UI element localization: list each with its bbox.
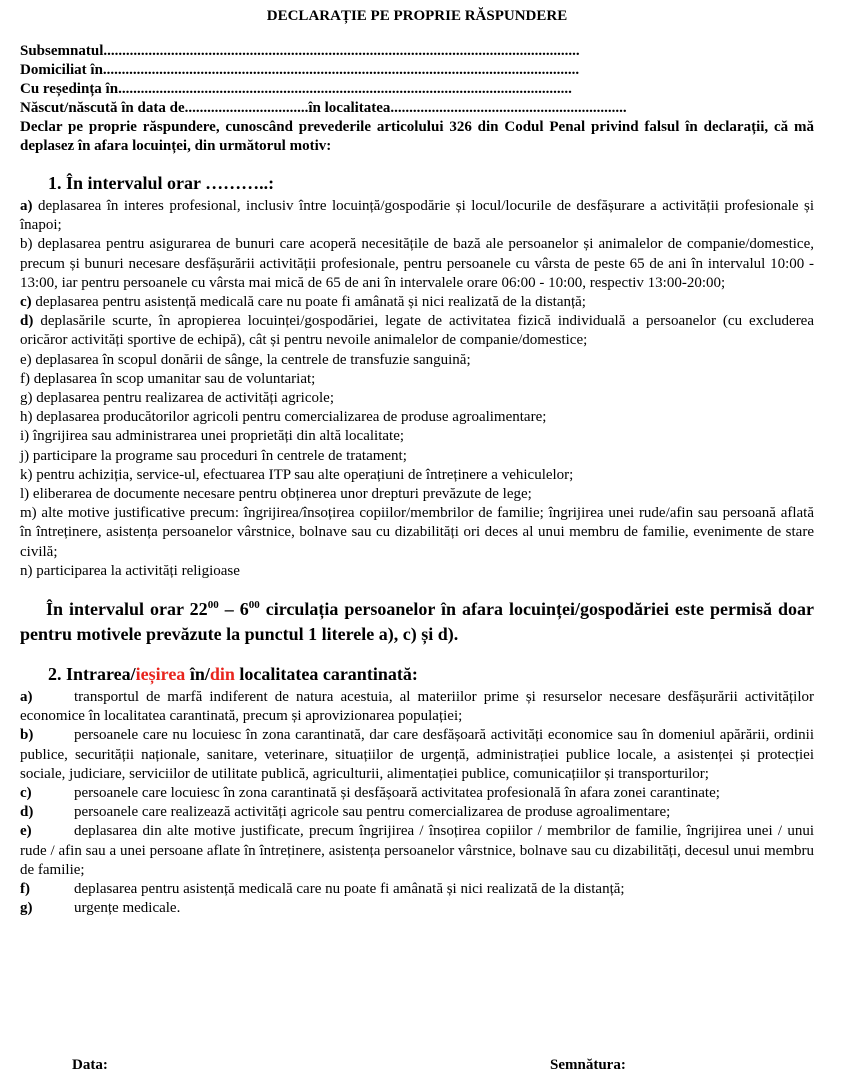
nascut-field[interactable]: Născut/născută în data de.................................în localitatea............................................................... [20,100,627,116]
item-letter: c) [20,785,32,802]
item-letter: e) [20,823,32,840]
item-text: b) deplasarea pentru asigurarea de bunuri care acoperă necesitățile de bază ale persoanelor și animalelor de companie/domestice, precum și bunuri necesare desfășurării activității profesionale, pentru persoanele cu vârsta de peste 65 de ani în intervalul 10:00 - 13:00, iar pentru persoanele cu vârsta mai mică de 65 de ani în intervalele orare 06:00 - 10:00, respectiv 13:00-20:00; [20,236,814,291]
list-item [20,408,814,427]
list-item [20,880,814,899]
signature-footer [72,1057,672,1074]
list-item [20,803,814,822]
item-letter: a) [20,689,33,706]
personal-fields [20,42,814,118]
curfew-note: În intervalul orar $22^{00} - 6^{00}$ circulația persoanelor în afara locuinței/gospodăriei este permisă doar pentru motivele prevăzute la punctul 1 literele a), c) și d). [20,599,815,645]
item-text: f) deplasarea în scop umanitar sau de voluntariat; [20,370,316,387]
item-text: g) deplasarea pentru realizarea de activități agricole; [20,390,334,407]
item-letter: d) [20,804,34,821]
list-item [20,312,814,350]
item-letter: f) [20,881,30,898]
item-letter: g) [20,900,33,917]
section-2-list [20,688,814,918]
list-item [20,466,814,485]
item-text: deplasarea pentru asistență medicală care nu poate fi amânată și nici realizată de la distanță; [74,881,625,898]
date-label: Data: [72,1057,108,1073]
list-item [20,504,814,562]
item-text: deplasarea în interes profesional, inclusiv între locuință/gospodărie și locul/locurile de desfășurare a activității profesionale și înapoi; [20,198,814,234]
item-text: persoanele care locuiesc în zona carantinată și desfășoară activitatea profesională în afara zonei carantinate; [74,785,720,802]
list-item [20,899,814,918]
list-item [20,485,814,504]
item-text: e) deplasarea în scopul donării de sânge, la centrele de transfuzie sanguină; [20,351,471,368]
item-letter: d) [20,313,34,330]
item-text: persoanele care realizează activități agricole sau pentru comercializarea de produse agroalimentare; [74,804,671,821]
list-item [20,427,814,446]
declaration-document [20,6,814,919]
domiciliat-field[interactable]: Domiciliat în............................................................................................................................... [20,62,580,78]
list-item [20,784,814,803]
item-letter: b) [20,727,34,744]
section-1-list [20,197,814,581]
item-text: l) eliberarea de documente necesare pentru obținerea unor drepturi prevăzute de lege; [20,486,532,503]
item-text: k) pentru achiziția, service-ul, efectuarea ITP sau alte operațiuni de întreținere a vehiculelor; [20,466,574,483]
item-text: deplasarea pentru asistență medicală care nu poate fi amânată și nici realizată de la distanță; [31,294,586,311]
subsemnatul-field[interactable]: Subsemnatul............................................................................................................................... [20,43,580,59]
list-item [20,351,814,370]
list-item [20,562,814,581]
item-text: h) deplasarea producătorilor agricoli pentru comercializarea de produse agroalimentare; [20,409,547,426]
item-letter: a) [20,198,33,214]
list-item [20,197,814,235]
list-item [20,370,814,389]
resedinta-field[interactable]: Cu reședința în......................................................................................................................... [20,81,572,97]
document-title: DECLARAȚIE PE PROPRIE RĂSPUNDERE [266,8,568,24]
item-text: deplasările scurte, în apropierea locuinței/gospodăriei, legate de activitatea fizică individuală a persoanelor (cu excluderea oricăror activități sportive de echipă), cât și pentru nevoile animalelor de companie/domestice; [20,313,814,349]
list-item [20,389,814,408]
item-letter: c) [20,294,32,311]
item-text: persoanele care nu locuiesc în zona carantinată, dar care desfășoară activități economice sau în domeniul apărării, ordinii publice, securității naționale, sanitare, veterinare, situațiilor de urgență, administrației publice locale, a asistenței și protecției sociale, judiciare, serviciilor de utilitate publică, agriculturii, alimentației publice, comunicațiilor și transporturilor; [20,727,814,782]
item-text: deplasarea din alte motive justificate, precum îngrijirea / însoțirea copiilor / membrilor de familie, îngrijirea unei / unui rude / afin sau a unei persoane aflate în întreținere, asistența persoanelor vârstnice, bolnave sau cu dizabilități, decesul unui membru de familie; [20,823,814,878]
list-item [20,688,814,726]
list-item [20,447,814,466]
item-text: m) alte motive justificative precum: îngrijirea/însoțirea copiilor/membrilor de familie; îngrijirea unei rude/afin sau persoană aflată în întreținere, asistența persoanelor vârstnice, bolnave sau cu dizabilități ori deces al unui membru de familie, evenimente de stare civilă; [20,505,814,560]
section-1-title: 1. În intervalul orar ………..: [48,173,275,193]
item-text: i) îngrijirea sau administrarea unei proprietăți din altă localitate; [20,428,405,445]
section-2-title: 2. Intrarea/ieșirea în/din localitatea carantinată: [48,664,418,685]
item-text: transportul de marfă indiferent de natura acestuia, al materiilor prime și resurselor necesare desfășurării activităților economice în localitatea carantinată, precum și aprovizionarea populației; [20,689,814,725]
item-text: urgențe medicale. [74,900,181,917]
item-text: j) participare la programe sau proceduri în centrele de tratament; [20,447,407,464]
item-text: n) participarea la activități religioase [20,562,240,579]
declaration-statement: Declar pe proprie răspundere, cunoscând prevederile articolului 326 din Codul Penal privind falsul în declarații, că mă deplasez în afara locuinței, din următorul motiv: [20,119,814,154]
list-item [20,726,814,784]
signature-label: Semnătura: [550,1057,626,1073]
list-item [20,293,814,312]
list-item [20,235,814,293]
list-item [20,822,814,880]
